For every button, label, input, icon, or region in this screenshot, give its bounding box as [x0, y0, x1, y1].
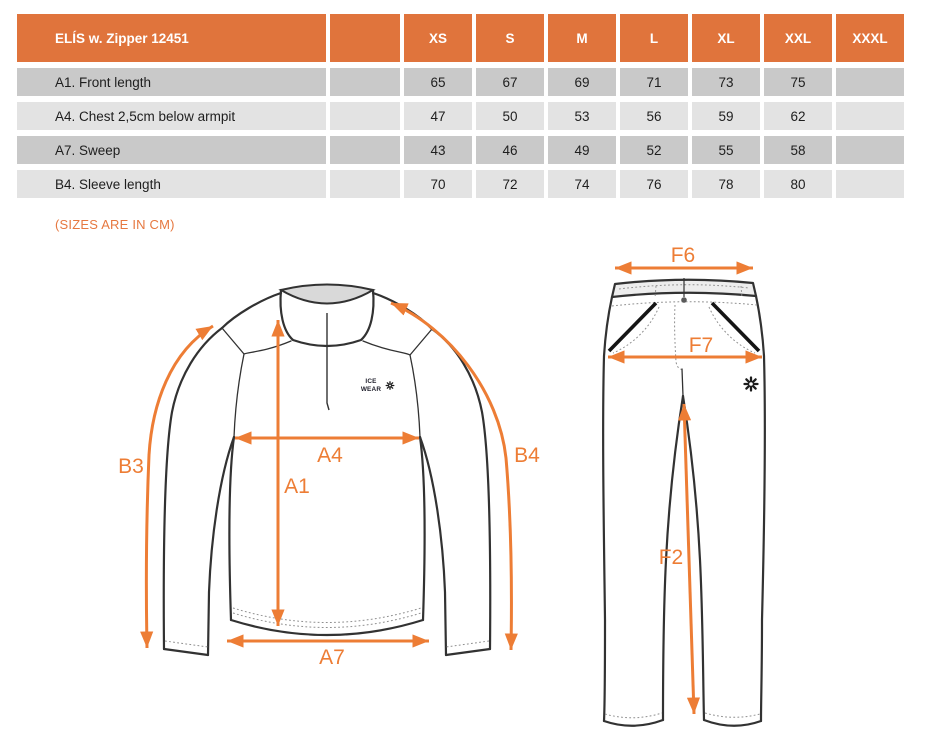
row-spacer-cell	[330, 170, 400, 198]
label-f7: F7	[688, 334, 714, 357]
label-a1: A1	[284, 475, 310, 498]
size-col-header-l: L	[620, 14, 688, 62]
right-pant-hem-stitch	[705, 713, 760, 717]
icewear-chest-logo	[361, 378, 394, 393]
cell-value: 75	[764, 68, 832, 96]
cell-value: 78	[692, 170, 760, 198]
label-a4: A4	[317, 444, 343, 467]
size-col-header-s: S	[476, 14, 544, 62]
cell-value: 70	[404, 170, 472, 198]
measurement-diagrams	[0, 240, 949, 754]
label-f2: F2	[658, 546, 684, 569]
cell-value: 65	[404, 68, 472, 96]
size-col-header-m: M	[548, 14, 616, 62]
cell-value: 47	[404, 102, 472, 130]
cell-value: 56	[620, 102, 688, 130]
cell-value: 58	[764, 136, 832, 164]
size-col-header-xxl: XXL	[764, 14, 832, 62]
cell-value: 62	[764, 102, 832, 130]
row-label: A4. Chest 2,5cm below armpit	[17, 102, 326, 130]
pants-snowflake-icon	[745, 378, 758, 391]
cell-value: 69	[548, 68, 616, 96]
cell-value	[836, 68, 904, 96]
left-pant-hem	[604, 720, 663, 726]
cell-value: 76	[620, 170, 688, 198]
cell-value: 67	[476, 68, 544, 96]
left-cuff	[164, 649, 208, 655]
fly-stitch	[675, 305, 684, 369]
right-pocket-bag-stitch	[709, 307, 755, 353]
label-b4: B4	[514, 444, 540, 467]
cell-value: 72	[476, 170, 544, 198]
cell-value: 59	[692, 102, 760, 130]
cell-value: 73	[692, 68, 760, 96]
label-a7: A7	[319, 646, 345, 669]
body-right-side	[420, 437, 425, 620]
waist-button	[681, 297, 687, 303]
cell-value	[836, 170, 904, 198]
row-label: B4. Sleeve length	[17, 170, 326, 198]
left-yoke-seam	[222, 328, 244, 354]
label-b3: B3	[118, 455, 144, 478]
row-spacer-cell	[330, 136, 400, 164]
left-pant-hem-stitch	[605, 713, 662, 718]
left-outer-leg	[603, 297, 612, 721]
label-f6: F6	[670, 244, 696, 267]
left-raglan-seam	[234, 341, 291, 437]
body-left-side	[229, 437, 234, 620]
logo-snowflake-icon	[386, 382, 394, 390]
size-table	[17, 14, 904, 198]
right-sleeve-outer	[432, 329, 490, 649]
cell-value	[836, 102, 904, 130]
cell-value: 55	[692, 136, 760, 164]
right-pocket-trim	[712, 303, 759, 351]
header-spacer-cell	[330, 14, 400, 62]
row-spacer-cell	[330, 68, 400, 96]
left-shoulder-seam	[222, 293, 281, 328]
table-title: ELÍS w. Zipper 12451	[17, 14, 326, 62]
cell-value: 80	[764, 170, 832, 198]
row-label: A1. Front length	[17, 68, 326, 96]
cell-value: 74	[548, 170, 616, 198]
sizes-unit-note: (SIZES ARE IN CM)	[55, 217, 175, 232]
sweater-drawing	[118, 285, 540, 670]
right-pant-hem	[704, 720, 761, 726]
logo-text-line1: ICE	[365, 378, 377, 385]
size-col-header-xxxl: XXXL	[836, 14, 904, 62]
cell-value: 53	[548, 102, 616, 130]
arrow-f2-inseam	[684, 404, 694, 714]
row-spacer-cell	[330, 102, 400, 130]
right-yoke-seam	[410, 329, 432, 355]
pants-drawing	[603, 244, 765, 726]
cell-value	[836, 136, 904, 164]
fly-seam	[682, 369, 683, 396]
cell-value: 46	[476, 136, 544, 164]
right-cuff-stitch	[446, 641, 489, 647]
cell-value: 49	[548, 136, 616, 164]
logo-text-line2: WEAR	[360, 386, 382, 393]
size-col-header-xs: XS	[404, 14, 472, 62]
right-cuff	[446, 649, 490, 655]
cell-value: 43	[404, 136, 472, 164]
right-shoulder-seam	[373, 293, 432, 329]
row-label: A7. Sweep	[17, 136, 326, 164]
left-cuff-stitch	[165, 641, 208, 647]
left-pocket-bag-stitch	[613, 307, 659, 353]
cell-value: 71	[620, 68, 688, 96]
size-col-header-xl: XL	[692, 14, 760, 62]
left-sleeve-outer	[164, 328, 222, 649]
cell-value: 52	[620, 136, 688, 164]
zipper-line	[327, 313, 329, 410]
right-outer-leg	[756, 296, 765, 721]
collar-interior	[281, 285, 373, 304]
cell-value: 50	[476, 102, 544, 130]
arrow-b3-left-sleeve	[146, 326, 213, 648]
left-pocket-trim	[609, 303, 656, 351]
